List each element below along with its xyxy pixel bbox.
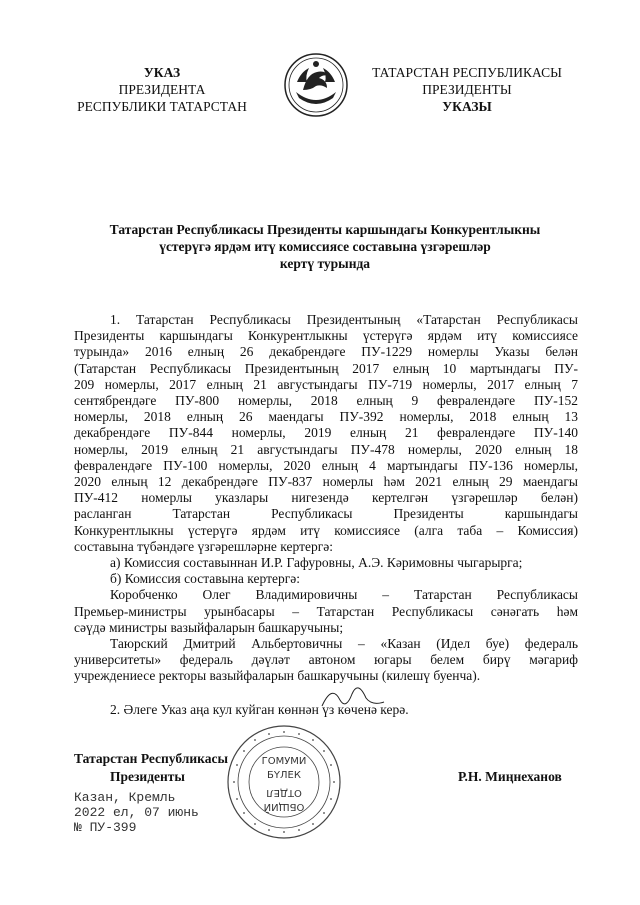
body-line: Премьер-министры урынбасары – Татарстан Республикасы сәнәгать һәм xyxy=(74,603,578,619)
signatory-name: Р.Н. Миңнеханов xyxy=(458,769,562,784)
document-title xyxy=(70,221,580,272)
header-right-line-2: ПРЕЗИДЕНТЫ xyxy=(422,82,512,97)
header-left-line-3: РЕСПУБЛИКИ ТАТАРСТАН xyxy=(77,99,247,114)
header-right xyxy=(352,64,582,115)
stamp-line-1: ГОМУМИ xyxy=(261,756,307,767)
handwritten-signature xyxy=(318,676,388,712)
title-line: кертү турында xyxy=(279,256,371,271)
body-line: Конкурентлыкны үстерүгә ярдәм итү комиссиясе (алга таба – Комиссия) xyxy=(74,522,578,538)
body-line: составына түбәндәге үзгәрешләрне кертергә: xyxy=(74,538,334,554)
header-left xyxy=(62,64,262,115)
body-line: университеты» федераль дәүләт автоном югары белем бирү мәгариф xyxy=(74,652,578,668)
signatory-title-line-2: Президенты xyxy=(110,769,185,784)
signatory-title-line-1: Татарстан Республикасы xyxy=(74,751,229,766)
body-line: номерлы, 2019 елның 21 августындагы ПУ-478 номерлы, 2020 елның 18 xyxy=(74,441,578,457)
body-line: 1. Татарстан Республикасы Президентының «Татарстан Республикасы xyxy=(110,312,578,327)
paragraph-2: 2. Әлеге Указ аңа кул куйган көннән үз көченә керә. xyxy=(110,701,409,717)
body-line: декабрендәге ПУ-844 номерлы, 2019 елның 21 февралендәге ПУ-140 xyxy=(74,425,578,441)
body-line: номерлы, 2018 елның 26 маендагы ПУ-392 номерлы, 2018 елның 13 xyxy=(74,409,578,425)
body-line: 209 номерлы, 2017 елның 21 августындагы ПУ-719 номерлы, 2017 елның 7 xyxy=(74,376,578,392)
body-line: (Татарстан Республикасы Президентының 2017 елның 10 мартындагы ПУ- xyxy=(74,360,578,376)
body-line: Коробченко Олег Владимировичны – Татарстан Республикасы xyxy=(110,587,578,603)
stamp-line-2: БҮЛЕК xyxy=(267,770,301,781)
registration-number: № ПУ-399 xyxy=(74,820,137,835)
body-line: учреждениесе ректоры вазыйфаларын башкаручыны (килешү буенча). xyxy=(74,668,481,684)
registration-place: Казан, Кремль xyxy=(74,790,176,805)
body-line: расланган Татарстан Республикасы Президенты каршындагы xyxy=(74,506,578,522)
body-line: февралендәге ПУ-100 номерлы, 2020 елның 4 мартындагы ПУ-136 номерлы, xyxy=(74,457,578,473)
tatarstan-emblem-icon xyxy=(283,52,349,118)
body-line: сәүдә министры вазыйфаларын башкаручыны; xyxy=(74,619,344,635)
body-line: Президенты каршындагы Конкурентлыкны үстерүгә ярдәм итү комиссиясе xyxy=(74,328,578,344)
header-right-line-3: УКАЗЫ xyxy=(442,99,492,114)
header-left-line-2: ПРЕЗИДЕНТА xyxy=(118,82,206,97)
document-body xyxy=(74,312,578,718)
body-line: ПУ-412 номерлы указлары нигезендә кертелгән үзгәрешләр белән) xyxy=(74,490,578,506)
item-b: б) Комиссия составына кертергә: xyxy=(110,571,300,587)
body-line: 2020 елның 12 декабрендәге ПУ-837 номерлы һәм 2021 елның 29 маендагы xyxy=(74,474,578,490)
official-stamp-icon xyxy=(224,722,344,842)
header-right-line-1: ТАТАРСТАН РЕСПУБЛИКАСЫ xyxy=(372,65,562,80)
title-line: үстерүгә ярдәм итү комиссиясе составына үзгәрешләр xyxy=(159,239,491,254)
body-line: турында» 2016 елның 26 декабрендәге ПУ-1229 номерлы Указы белән xyxy=(74,344,578,360)
header-left-line-1: УКАЗ xyxy=(143,65,181,80)
body-line: Таюрский Дмитрий Альбертовичны – «Казан (Идел буе) федераль xyxy=(110,636,578,652)
registration-date: 2022 ел, 07 июнь xyxy=(74,805,199,820)
stamp-line-3: ОТДЕЛ xyxy=(266,787,302,798)
item-a: а) Комиссия составыннан И.Р. Гафуровны, А.Э. Кәримовны чыгарырга; xyxy=(110,555,523,571)
body-line: сентябрендәге ПУ-800 номерлы, 2018 елның 9 февралендәге ПУ-152 xyxy=(74,393,578,409)
title-line: Татарстан Республикасы Президенты каршындагы Конкурентлыкны xyxy=(109,222,541,237)
stamp-line-4: ОБЩИЙ xyxy=(263,801,305,812)
